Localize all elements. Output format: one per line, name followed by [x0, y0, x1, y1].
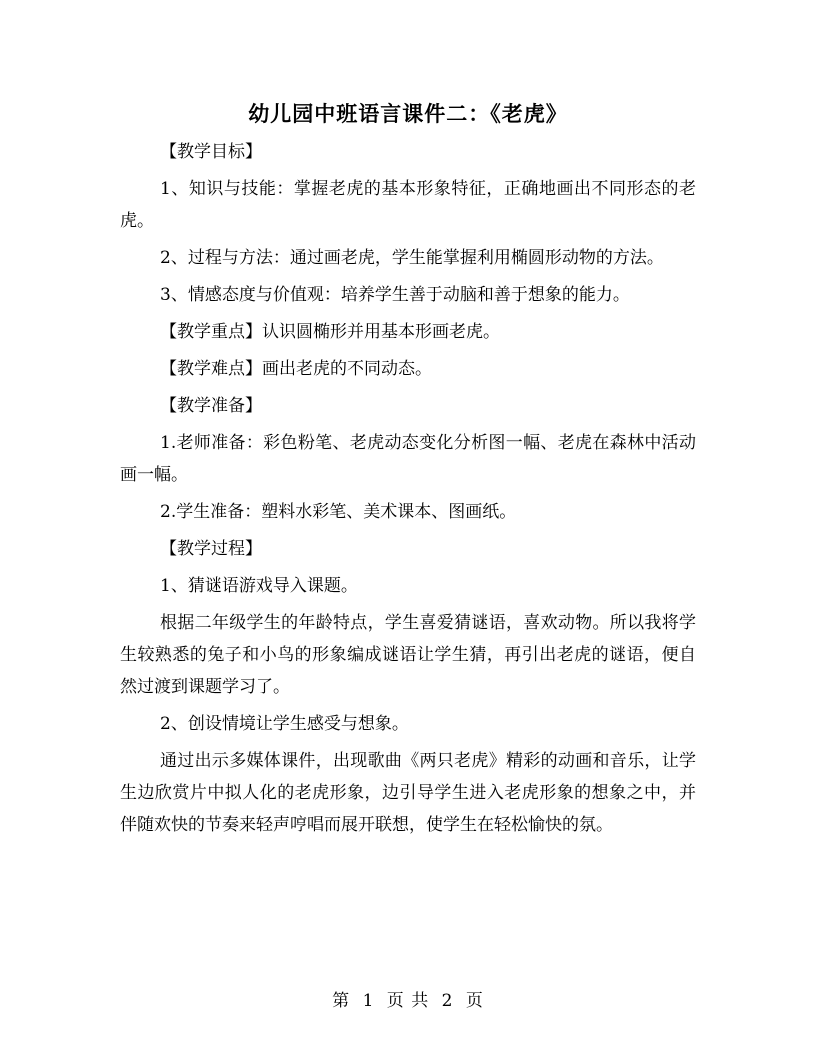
paragraph: 【教学难点】画出老虎的不同动态。: [160, 359, 432, 379]
page-footer: [0, 986, 816, 1011]
paragraph: 根据二年级学生的年龄特点，学生喜爱猜谜语，喜欢动物。所以我将学生较熟悉的兔子和小鸟的形象编成谜语让学生猜，再引出老虎的谜语，便自然过渡到课题学习了。: [120, 613, 696, 697]
current-page-number: 1: [362, 991, 375, 1011]
paragraph: 通过出示多媒体课件，出现歌曲《两只老虎》精彩的动画和音乐，让学生边欣赏片中拟人化的老虎形象，边引导学生进入老虎形象的想象之中，并伴随欢快的节奏来轻声哼唱而展开联想，使学生在轻松愉快的氛。: [120, 751, 696, 835]
paragraph: 【教学目标】: [160, 142, 262, 162]
paragraph: 1、猜谜语游戏导入课题。: [160, 576, 358, 596]
paragraph: 2、创设情境让学生感受与想象。: [160, 714, 409, 734]
paragraph: 【教学过程】: [160, 539, 262, 559]
paragraph: 1.老师准备：彩色粉笔、老虎动态变化分析图一幅、老虎在森林中活动画一幅。: [120, 433, 696, 485]
document-title: 幼儿园中班语言课件二：《老虎》: [248, 101, 568, 126]
document-body: [120, 136, 696, 846]
paragraph: 【教学准备】: [160, 396, 262, 416]
footer-middle: 页 共: [386, 991, 430, 1011]
paragraph: 1、知识与技能：掌握老虎的基本形象特征，正确地画出不同形态的老虎。: [120, 179, 696, 231]
footer-suffix: 页: [465, 991, 484, 1011]
paragraph: 3、情感态度与价值观：培养学生善于动脑和善于想象的能力。: [160, 285, 630, 305]
paragraph: 【教学重点】认识圆椭形并用基本形画老虎。: [160, 322, 500, 342]
footer-prefix: 第: [332, 991, 351, 1011]
total-page-count: 2: [441, 991, 454, 1011]
paragraph: 2.学生准备：塑料水彩笔、美术课本、图画纸。: [160, 502, 517, 522]
paragraph: 2、过程与方法：通过画老虎，学生能掌握利用椭圆形动物的方法。: [160, 248, 664, 268]
